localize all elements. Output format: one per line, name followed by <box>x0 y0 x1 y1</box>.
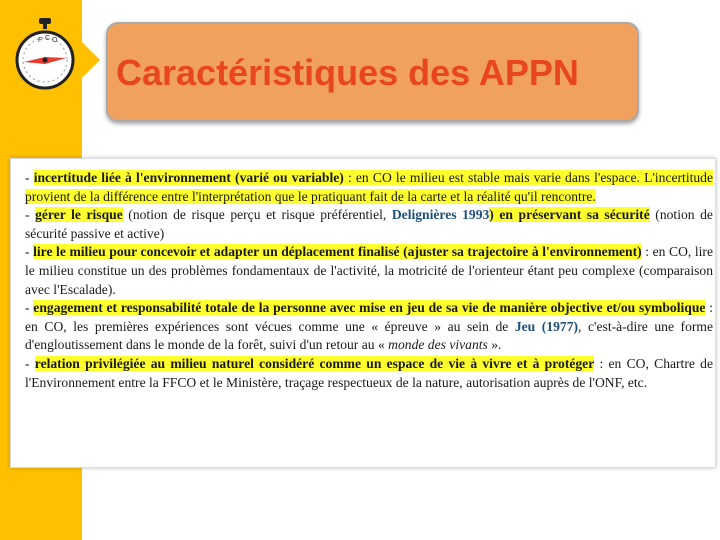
accent-arrow <box>82 42 100 78</box>
item-highlight: incertitude liée à l'environnement (varié ou variable) <box>33 170 344 185</box>
item-reference: Jeu (1977) <box>514 318 579 334</box>
list-item <box>25 169 713 206</box>
list-item <box>25 355 713 392</box>
slide-title: Caractéristiques des APPN <box>116 52 579 93</box>
item-italic: monde des vivants <box>388 337 488 353</box>
logo-letter-c: C <box>45 35 51 42</box>
list-item <box>25 243 713 299</box>
item-text: : en CO, les premières expériences sont vécues comme une « épreuve » au sein de <box>25 300 713 334</box>
item-dash: - <box>25 300 34 316</box>
item-dash: - <box>25 170 34 185</box>
item-dash: - <box>25 355 35 371</box>
item-dash: - <box>25 244 34 260</box>
item-highlight: lire le milieu pour concevoir et adapter un déplacement finalisé (ajuster sa trajectoire à l'environnement) <box>33 244 642 260</box>
item-text: : en CO le milieu est stable mais varie dans l'espace. L'incertitude provient de la différence entre l'interprétation que le pratiquant fait de la carte et la réalité qu'il rencontre. <box>25 170 713 204</box>
item-text: (notion de risque perçu et risque préférentiel, <box>122 207 392 223</box>
item-text: : en CO, lire le milieu constitue un des problèmes fondamentaux de l'activité, la motricité de l'orienteur étant peu complexe (comparaison avec l'Escalade). <box>25 244 713 297</box>
title-box <box>106 22 639 122</box>
item-highlight: ) en préservant sa sécurité <box>489 207 650 223</box>
list-item <box>25 206 713 243</box>
item-reference: Delignières 1993 <box>391 207 490 223</box>
item-dash: - <box>25 207 36 223</box>
item-text: (notion de sécurité passive et active) <box>25 207 713 241</box>
item-text: : en CO, Chartre de l'Environnement entre la FFCO et le Ministère, traçage respectueux de la nature, autorisation auprès de l'ONF, etc. <box>25 355 713 390</box>
item-highlight: engagement et responsabilité totale de la personne avec mise en jeu de sa vie de manière objective et/ou symbolique <box>33 300 706 316</box>
item-text: , c'est-à-dire une forme d'engloutissement dans le monde de la forêt, suivi d'un retour au « <box>25 318 714 353</box>
compass-icon <box>14 18 76 90</box>
list-item <box>25 299 713 355</box>
characteristics-list <box>25 169 713 392</box>
item-highlight: relation privilégiée au milieu naturel considéré comme un espace de vie à vivre et à protéger <box>34 355 595 371</box>
logo-letter-f: F <box>38 37 43 44</box>
logo-letter-o: O <box>52 37 58 44</box>
content-panel <box>10 158 716 468</box>
item-highlight: gérer le risque <box>35 207 123 223</box>
item-text: ». <box>487 337 502 353</box>
